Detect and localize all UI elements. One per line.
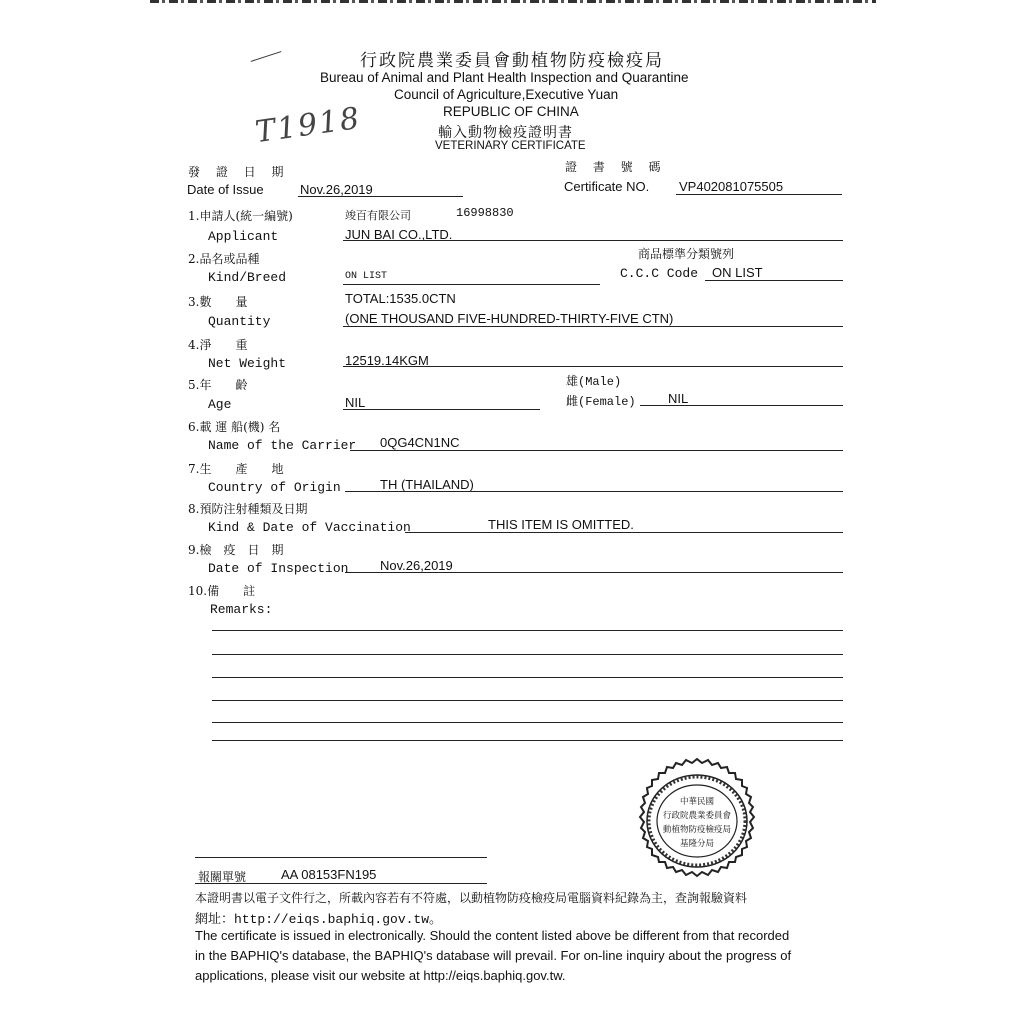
official-seal (618, 756, 776, 886)
pen-stroke-mark (251, 51, 282, 62)
customs-label-cn: 報關單號 (198, 870, 247, 884)
quantity-value: TOTAL:1535.0CTN (345, 291, 456, 306)
vaccination-underline (405, 532, 843, 533)
bureau-name: Bureau of Animal and Plant Health Inspection and Quarantine (320, 70, 689, 85)
ccc-label-cn: 商品標準分類號列 (638, 247, 735, 261)
certificate-title-cn: 輸入動物檢疫證明書 (438, 125, 573, 141)
country-name: REPUBLIC OF CHINA (443, 104, 579, 119)
female-value: NIL (668, 391, 689, 406)
remarks-line (212, 630, 843, 631)
carrier-value: 0QG4CN1NC (380, 435, 460, 450)
age-value: NIL (345, 395, 366, 410)
seal-line-4: 基隆分局 (679, 839, 715, 849)
age-underline (343, 409, 540, 410)
applicant-name-cn: 竣百有限公司 (345, 209, 411, 222)
kind-label: Kind/Breed (208, 270, 287, 285)
age-label-cn: 5.年 齡 (188, 378, 248, 392)
customs-value: AA 08153FN195 (281, 867, 377, 882)
applicant-label: Applicant (208, 229, 279, 244)
quantity-label: Quantity (208, 314, 271, 329)
customs-bottom-line (195, 883, 487, 884)
certificate-title-en: VETERINARY CERTIFICATE (435, 140, 586, 152)
age-label: Age (208, 397, 232, 412)
remarks-line (212, 677, 843, 678)
ccc-underline (705, 280, 843, 281)
vaccination-label-cn: 8.預防注射種類及日期 (188, 502, 308, 516)
origin-value: TH (THAILAND) (380, 477, 474, 492)
chinese-bureau-title: 行政院農業委員會動植物防疫檢疫局 (360, 51, 664, 71)
origin-label-cn: 7.生 產 地 (188, 462, 284, 476)
quantity-label-cn: 3.數 量 (188, 295, 248, 309)
footer-note-en-1: The certificate is issued in electronically. Should the content listed above be different from that recorded (195, 928, 790, 943)
kind-value: ON LIST (345, 271, 388, 282)
issue-date-value: Nov.26,2019 (300, 182, 373, 197)
remarks-line (212, 722, 843, 723)
kind-underline (343, 284, 600, 285)
origin-label: Country of Origin (208, 480, 341, 495)
certificate-no-underline (676, 194, 842, 195)
footer-note-en-3: applications, please visit our website at http://eiqs.baphiq.gov.tw. (195, 968, 566, 983)
seal-line-3: 動植物防疫檢疫局 (662, 825, 732, 835)
applicant-underline (343, 240, 843, 241)
inspection-underline (345, 572, 843, 573)
remarks-line (212, 740, 843, 741)
carrier-underline (350, 450, 843, 451)
issue-date-underline (298, 196, 463, 197)
net-weight-value: 12519.14KGM (345, 353, 429, 368)
net-weight-label-cn: 4.淨 重 (188, 338, 248, 352)
seal-line-2: 行政院農業委員會 (662, 811, 732, 821)
remarks-line (212, 654, 843, 655)
certificate-no-value: VP402081075505 (679, 179, 784, 194)
issue-date-label-cn: 發 證 日 期 (188, 165, 290, 179)
net-weight-label: Net Weight (208, 356, 287, 371)
seal-line-1: 中華民國 (679, 797, 715, 807)
vaccination-label: Kind & Date of Vaccination (208, 520, 411, 535)
female-underline (640, 405, 843, 406)
vaccination-value: THIS ITEM IS OMITTED. (488, 517, 634, 532)
origin-underline (345, 491, 843, 492)
certificate-no-label-cn: 證 書 號 碼 (565, 160, 667, 174)
handwritten-note: T1918 (253, 100, 364, 151)
issue-date-label: Date of Issue (187, 182, 264, 197)
scan-top-band (150, 0, 876, 3)
carrier-label-cn: 6.載 運 船(機) 名 (188, 420, 281, 434)
certificate-no-label: Certificate NO. (564, 179, 650, 194)
applicant-value: JUN BAI CO.,LTD. (345, 227, 453, 242)
footer-note-en-2: in the BAPHIQ's database, the BAPHIQ's database will prevail. For on-line inquiry about the progress of (195, 948, 792, 963)
inspection-value: Nov.26,2019 (380, 558, 453, 573)
applicant-tax-id: 16998830 (456, 206, 514, 220)
ccc-value: ON LIST (712, 265, 763, 280)
female-label: 雌(Female) (566, 395, 636, 409)
kind-label-cn: 2.品名或品種 (188, 252, 260, 266)
remarks-line (212, 700, 843, 701)
carrier-label: Name of the Carrier (208, 438, 357, 453)
remarks-label: Remarks: (210, 602, 273, 617)
inspection-label: Date of Inspection (208, 561, 349, 576)
footer-note-cn: 本證明書以電子文件行之，所載內容若有不符處，以動植物防疫檢疫局電腦資料紀錄為主，查詢報驗資料 (195, 891, 748, 905)
ccc-label: C.C.C Code (620, 266, 699, 281)
remarks-label-cn: 10.備 註 (188, 584, 256, 598)
customs-top-line (195, 857, 487, 858)
male-label: 雄(Male) (566, 375, 622, 389)
inspection-label-cn: 9.檢 疫 日 期 (188, 543, 284, 557)
council-name: Council of Agriculture,Executive Yuan (394, 87, 619, 102)
quantity-underline (343, 326, 843, 327)
net-weight-underline (343, 366, 843, 367)
quantity-words: (ONE THOUSAND FIVE-HUNDRED-THIRTY-FIVE CTN) (345, 311, 674, 326)
footer-note-cn-url: 網址：http://eiqs.baphiq.gov.tw。 (195, 912, 443, 927)
applicant-label-cn: 1.申請人(統一編號) (188, 209, 293, 223)
